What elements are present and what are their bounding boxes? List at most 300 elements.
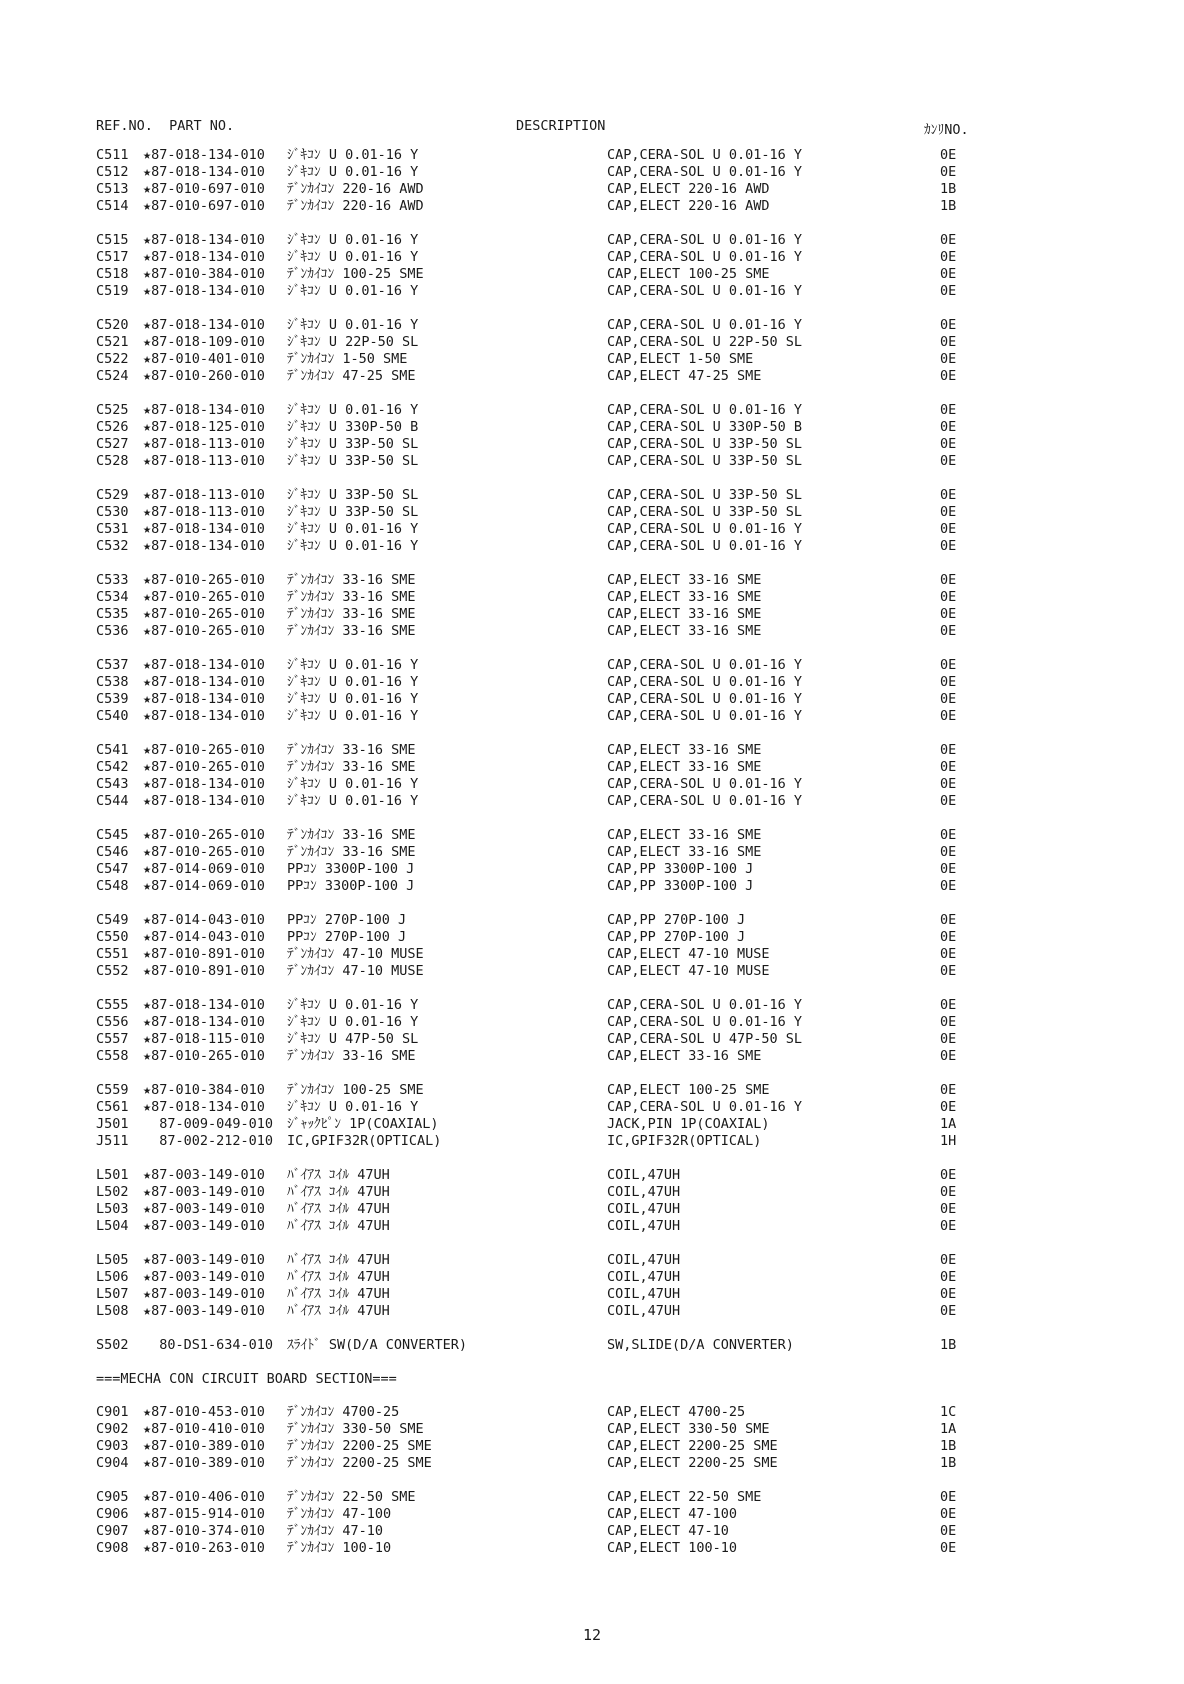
page-number: 12 bbox=[582, 1626, 602, 1644]
table-row bbox=[0, 164, 1184, 181]
japanese-name-cell: ﾃﾞﾝｶｲｺﾝ 33-16 SME bbox=[287, 1048, 416, 1064]
description-cell: CAP,ELECT 33-16 SME bbox=[607, 827, 762, 843]
part-number-cell: ★87-010-410-010 bbox=[143, 1421, 265, 1437]
ref-cell: C558 bbox=[96, 1048, 129, 1064]
ref-cell: C551 bbox=[96, 946, 129, 962]
part-number-cell: ★87-003-149-010 bbox=[143, 1201, 265, 1217]
parts-table bbox=[0, 147, 1184, 1574]
ref-cell: C522 bbox=[96, 351, 129, 367]
ref-cell: L507 bbox=[96, 1286, 129, 1302]
part-number-cell: ★87-018-113-010 bbox=[143, 436, 265, 452]
description-cell: CAP,CERA-SOL U 0.01-16 Y bbox=[607, 691, 803, 707]
table-row bbox=[0, 181, 1184, 198]
description-cell: CAP,ELECT 22-50 SME bbox=[607, 1489, 762, 1505]
code-cell: 0E bbox=[940, 419, 957, 435]
part-number-cell: 87-009-049-010 bbox=[143, 1116, 274, 1132]
table-row bbox=[0, 368, 1184, 385]
ref-cell: C901 bbox=[96, 1404, 129, 1420]
table-row bbox=[0, 1455, 1184, 1472]
ref-cell: C549 bbox=[96, 912, 129, 928]
part-number-cell: ★87-018-134-010 bbox=[143, 232, 265, 248]
code-cell: 0E bbox=[940, 946, 957, 962]
japanese-name-cell: ﾊﾞｲｱｽ ｺｲﾙ 47UH bbox=[287, 1269, 390, 1285]
part-number-cell: ★87-010-389-010 bbox=[143, 1455, 265, 1471]
japanese-name-cell: ﾃﾞﾝｶｲｺﾝ 33-16 SME bbox=[287, 827, 416, 843]
header-description: DESCRIPTION bbox=[516, 118, 606, 134]
description-cell: CAP,ELECT 100-25 SME bbox=[607, 1082, 770, 1098]
japanese-name-cell: ﾃﾞﾝｶｲｺﾝ 4700-25 bbox=[287, 1404, 400, 1420]
code-cell: 0E bbox=[940, 538, 957, 554]
description-cell: CAP,CERA-SOL U 0.01-16 Y bbox=[607, 232, 803, 248]
part-number-cell: ★87-003-149-010 bbox=[143, 1269, 265, 1285]
part-number-cell: 87-002-212-010 bbox=[143, 1133, 274, 1149]
part-number-cell: ★87-018-134-010 bbox=[143, 521, 265, 537]
code-cell: 1B bbox=[940, 1337, 957, 1353]
japanese-name-cell: ﾃﾞﾝｶｲｺﾝ 100-25 SME bbox=[287, 266, 424, 282]
part-number-cell: ★87-010-374-010 bbox=[143, 1523, 265, 1539]
code-cell: 0E bbox=[940, 997, 957, 1013]
description-cell: CAP,ELECT 33-16 SME bbox=[607, 606, 762, 622]
description-cell: CAP,PP 270P-100 J bbox=[607, 929, 746, 945]
table-row bbox=[0, 572, 1184, 589]
part-number-cell: ★87-014-043-010 bbox=[143, 912, 265, 928]
ref-cell: C537 bbox=[96, 657, 129, 673]
ref-cell: C518 bbox=[96, 266, 129, 282]
table-row bbox=[0, 1082, 1184, 1099]
row-group bbox=[0, 232, 1184, 300]
row-group bbox=[0, 912, 1184, 980]
ref-cell: J501 bbox=[96, 1116, 129, 1132]
ref-cell: C536 bbox=[96, 623, 129, 639]
code-cell: 0E bbox=[940, 878, 957, 894]
description-cell: CAP,CERA-SOL U 0.01-16 Y bbox=[607, 776, 803, 792]
part-number-cell: ★87-003-149-010 bbox=[143, 1252, 265, 1268]
ref-cell: C903 bbox=[96, 1438, 129, 1454]
japanese-name-cell: ｼﾞｷｺﾝ U 330P-50 B bbox=[287, 419, 419, 435]
part-number-cell: ★87-010-260-010 bbox=[143, 368, 265, 384]
code-cell: 0E bbox=[940, 793, 957, 809]
description-cell: CAP,CERA-SOL U 0.01-16 Y bbox=[607, 164, 803, 180]
code-cell: 0E bbox=[940, 759, 957, 775]
part-number-cell: ★87-015-914-010 bbox=[143, 1506, 265, 1522]
row-group bbox=[0, 1167, 1184, 1235]
part-number-cell: ★87-010-891-010 bbox=[143, 963, 265, 979]
part-number-cell: ★87-010-697-010 bbox=[143, 198, 265, 214]
part-number-cell: ★87-018-134-010 bbox=[143, 283, 265, 299]
row-group bbox=[0, 657, 1184, 725]
description-cell: COIL,47UH bbox=[607, 1269, 681, 1285]
japanese-name-cell: ｼﾞｷｺﾝ U 0.01-16 Y bbox=[287, 317, 419, 333]
ref-cell: C546 bbox=[96, 844, 129, 860]
part-number-cell: ★87-003-149-010 bbox=[143, 1167, 265, 1183]
code-cell: 0E bbox=[940, 623, 957, 639]
table-row bbox=[0, 538, 1184, 555]
japanese-name-cell: ﾃﾞﾝｶｲｺﾝ 33-16 SME bbox=[287, 589, 416, 605]
japanese-name-cell: ｼﾞｷｺﾝ U 47P-50 SL bbox=[287, 1031, 419, 1047]
ref-cell: C548 bbox=[96, 878, 129, 894]
description-cell: CAP,ELECT 47-10 MUSE bbox=[607, 946, 770, 962]
part-number-cell: ★87-018-113-010 bbox=[143, 453, 265, 469]
part-number-cell: ★87-010-265-010 bbox=[143, 742, 265, 758]
japanese-name-cell: ﾊﾞｲｱｽ ｺｲﾙ 47UH bbox=[287, 1252, 390, 1268]
description-cell: CAP,PP 3300P-100 J bbox=[607, 878, 754, 894]
description-cell: SW,SLIDE(D/A CONVERTER) bbox=[607, 1337, 794, 1353]
part-number-cell: ★87-018-113-010 bbox=[143, 487, 265, 503]
description-cell: COIL,47UH bbox=[607, 1286, 681, 1302]
part-number-cell: ★87-010-265-010 bbox=[143, 844, 265, 860]
description-cell: CAP,CERA-SOL U 0.01-16 Y bbox=[607, 249, 803, 265]
part-number-cell: ★87-010-265-010 bbox=[143, 589, 265, 605]
table-row bbox=[0, 521, 1184, 538]
ref-cell: C512 bbox=[96, 164, 129, 180]
description-cell: CAP,ELECT 220-16 AWD bbox=[607, 198, 770, 214]
ref-cell: C530 bbox=[96, 504, 129, 520]
table-row bbox=[0, 1116, 1184, 1133]
part-number-cell: ★87-018-134-010 bbox=[143, 249, 265, 265]
ref-cell: L505 bbox=[96, 1252, 129, 1268]
code-cell: 0E bbox=[940, 674, 957, 690]
ref-cell: C533 bbox=[96, 572, 129, 588]
table-row bbox=[0, 1286, 1184, 1303]
japanese-name-cell: ｼﾞｷｺﾝ U 0.01-16 Y bbox=[287, 776, 419, 792]
ref-cell: C520 bbox=[96, 317, 129, 333]
japanese-name-cell: PPｺﾝ 270P-100 J bbox=[287, 929, 407, 945]
table-row bbox=[0, 147, 1184, 164]
description-cell: CAP,ELECT 33-16 SME bbox=[607, 1048, 762, 1064]
part-number-cell: ★87-018-134-010 bbox=[143, 776, 265, 792]
table-row bbox=[0, 249, 1184, 266]
code-cell: 0E bbox=[940, 742, 957, 758]
code-cell: 1B bbox=[940, 1438, 957, 1454]
japanese-name-cell: ﾃﾞﾝｶｲｺﾝ 2200-25 SME bbox=[287, 1438, 432, 1454]
ref-cell: C540 bbox=[96, 708, 129, 724]
table-row bbox=[0, 827, 1184, 844]
ref-cell: C527 bbox=[96, 436, 129, 452]
part-number-cell: ★87-010-401-010 bbox=[143, 351, 265, 367]
ref-cell: L502 bbox=[96, 1184, 129, 1200]
section-title-text: ===MECHA CON CIRCUIT BOARD SECTION=== bbox=[96, 1371, 397, 1387]
japanese-name-cell: ﾃﾞﾝｶｲｺﾝ 47-100 bbox=[287, 1506, 392, 1522]
table-row bbox=[0, 266, 1184, 283]
japanese-name-cell: IC,GPIF32R(OPTICAL) bbox=[287, 1133, 442, 1149]
description-cell: COIL,47UH bbox=[607, 1303, 681, 1319]
code-cell: 0E bbox=[940, 1269, 957, 1285]
description-cell: CAP,ELECT 47-10 bbox=[607, 1523, 729, 1539]
section-title bbox=[0, 1371, 1184, 1388]
part-number-cell: ★87-010-265-010 bbox=[143, 759, 265, 775]
ref-cell: C545 bbox=[96, 827, 129, 843]
ref-cell: C557 bbox=[96, 1031, 129, 1047]
part-number-cell: ★87-010-384-010 bbox=[143, 266, 265, 282]
description-cell: COIL,47UH bbox=[607, 1167, 681, 1183]
part-number-cell: ★87-010-265-010 bbox=[143, 606, 265, 622]
japanese-name-cell: ｽﾗｲﾄﾞ SW(D/A CONVERTER) bbox=[287, 1337, 468, 1353]
part-number-cell: ★87-014-043-010 bbox=[143, 929, 265, 945]
table-row bbox=[0, 1303, 1184, 1320]
code-cell: 0E bbox=[940, 351, 957, 367]
table-row bbox=[0, 929, 1184, 946]
part-number-cell: ★87-003-149-010 bbox=[143, 1303, 265, 1319]
row-group bbox=[0, 1252, 1184, 1320]
ref-cell: C521 bbox=[96, 334, 129, 350]
table-row bbox=[0, 1438, 1184, 1455]
japanese-name-cell: ｼﾞｷｺﾝ U 22P-50 SL bbox=[287, 334, 419, 350]
table-row bbox=[0, 436, 1184, 453]
part-number-cell: ★87-010-265-010 bbox=[143, 572, 265, 588]
table-row bbox=[0, 963, 1184, 980]
code-cell: 0E bbox=[940, 1014, 957, 1030]
description-cell: CAP,CERA-SOL U 0.01-16 Y bbox=[607, 793, 803, 809]
description-cell: CAP,ELECT 100-10 bbox=[607, 1540, 738, 1556]
table-row bbox=[0, 1048, 1184, 1065]
code-cell: 0E bbox=[940, 1218, 957, 1234]
row-group bbox=[0, 487, 1184, 555]
table-row bbox=[0, 1099, 1184, 1116]
code-cell: 0E bbox=[940, 1252, 957, 1268]
ref-cell: C539 bbox=[96, 691, 129, 707]
part-number-cell: ★87-018-134-010 bbox=[143, 1014, 265, 1030]
ref-cell: C544 bbox=[96, 793, 129, 809]
description-cell: CAP,CERA-SOL U 33P-50 SL bbox=[607, 504, 803, 520]
description-cell: CAP,CERA-SOL U 33P-50 SL bbox=[607, 436, 803, 452]
code-cell: 0E bbox=[940, 1540, 957, 1556]
part-number-cell: ★87-010-384-010 bbox=[143, 1082, 265, 1098]
ref-cell: C907 bbox=[96, 1523, 129, 1539]
table-row bbox=[0, 759, 1184, 776]
table-row bbox=[0, 674, 1184, 691]
part-number-cell: ★87-010-265-010 bbox=[143, 827, 265, 843]
description-cell: CAP,CERA-SOL U 0.01-16 Y bbox=[607, 538, 803, 554]
description-cell: CAP,ELECT 33-16 SME bbox=[607, 589, 762, 605]
ref-cell: C526 bbox=[96, 419, 129, 435]
code-cell: 0E bbox=[940, 521, 957, 537]
code-cell: 1A bbox=[940, 1421, 957, 1437]
ref-cell: C904 bbox=[96, 1455, 129, 1471]
table-row bbox=[0, 844, 1184, 861]
code-cell: 0E bbox=[940, 708, 957, 724]
table-row bbox=[0, 657, 1184, 674]
ref-cell: S502 bbox=[96, 1337, 129, 1353]
description-cell: CAP,ELECT 47-25 SME bbox=[607, 368, 762, 384]
japanese-name-cell: PPｺﾝ 3300P-100 J bbox=[287, 878, 415, 894]
description-cell: CAP,CERA-SOL U 0.01-16 Y bbox=[607, 708, 803, 724]
japanese-name-cell: ﾃﾞﾝｶｲｺﾝ 47-10 bbox=[287, 1523, 384, 1539]
ref-cell: L504 bbox=[96, 1218, 129, 1234]
code-cell: 0E bbox=[940, 147, 957, 163]
description-cell: CAP,CERA-SOL U 33P-50 SL bbox=[607, 487, 803, 503]
ref-cell: C531 bbox=[96, 521, 129, 537]
code-cell: 0E bbox=[940, 657, 957, 673]
code-cell: 0E bbox=[940, 1489, 957, 1505]
table-row bbox=[0, 946, 1184, 963]
japanese-name-cell: ﾃﾞﾝｶｲｺﾝ 33-16 SME bbox=[287, 606, 416, 622]
japanese-name-cell: ﾊﾞｲｱｽ ｺｲﾙ 47UH bbox=[287, 1201, 390, 1217]
code-cell: 0E bbox=[940, 283, 957, 299]
header-ref-part: REF.NO. PART NO. bbox=[96, 118, 235, 134]
ref-cell: C555 bbox=[96, 997, 129, 1013]
row-group bbox=[0, 1489, 1184, 1557]
japanese-name-cell: ｼﾞｷｺﾝ U 0.01-16 Y bbox=[287, 674, 419, 690]
code-cell: 0E bbox=[940, 1303, 957, 1319]
code-cell: 0E bbox=[940, 912, 957, 928]
description-cell: CAP,CERA-SOL U 330P-50 B bbox=[607, 419, 803, 435]
part-number-cell: ★87-014-069-010 bbox=[143, 861, 265, 877]
japanese-name-cell: ﾃﾞﾝｶｲｺﾝ 220-16 AWD bbox=[287, 198, 424, 214]
ref-cell: C908 bbox=[96, 1540, 129, 1556]
japanese-name-cell: ｼﾞｷｺﾝ U 0.01-16 Y bbox=[287, 147, 419, 163]
table-row bbox=[0, 334, 1184, 351]
ref-cell: C547 bbox=[96, 861, 129, 877]
japanese-name-cell: ｼﾞｷｺﾝ U 0.01-16 Y bbox=[287, 708, 419, 724]
table-row bbox=[0, 861, 1184, 878]
code-cell: 0E bbox=[940, 827, 957, 843]
code-cell: 0E bbox=[940, 1523, 957, 1539]
description-cell: CAP,ELECT 33-16 SME bbox=[607, 742, 762, 758]
description-cell: CAP,ELECT 330-50 SME bbox=[607, 1421, 770, 1437]
part-number-cell: ★87-010-265-010 bbox=[143, 623, 265, 639]
code-cell: 1H bbox=[940, 1133, 957, 1149]
table-row bbox=[0, 1184, 1184, 1201]
japanese-name-cell: PPｺﾝ 270P-100 J bbox=[287, 912, 407, 928]
table-row bbox=[0, 623, 1184, 640]
japanese-name-cell: ﾃﾞﾝｶｲｺﾝ 47-10 MUSE bbox=[287, 946, 424, 962]
part-number-cell: ★87-018-134-010 bbox=[143, 147, 265, 163]
ref-cell: C550 bbox=[96, 929, 129, 945]
table-row bbox=[0, 1269, 1184, 1286]
table-row bbox=[0, 1540, 1184, 1557]
code-cell: 0E bbox=[940, 368, 957, 384]
part-number-cell: ★87-003-149-010 bbox=[143, 1286, 265, 1302]
code-cell: 0E bbox=[940, 861, 957, 877]
code-cell: 1C bbox=[940, 1404, 957, 1420]
japanese-name-cell: ｼﾞｷｺﾝ U 0.01-16 Y bbox=[287, 521, 419, 537]
description-cell: CAP,CERA-SOL U 33P-50 SL bbox=[607, 453, 803, 469]
table-row bbox=[0, 997, 1184, 1014]
part-number-cell: ★87-018-134-010 bbox=[143, 691, 265, 707]
description-cell: CAP,ELECT 33-16 SME bbox=[607, 572, 762, 588]
ref-cell: C519 bbox=[96, 283, 129, 299]
ref-cell: C515 bbox=[96, 232, 129, 248]
code-cell: 0E bbox=[940, 776, 957, 792]
table-row bbox=[0, 1133, 1184, 1150]
table-row bbox=[0, 691, 1184, 708]
part-number-cell: ★87-018-134-010 bbox=[143, 538, 265, 554]
part-number-cell: ★87-018-109-010 bbox=[143, 334, 265, 350]
table-row bbox=[0, 232, 1184, 249]
code-cell: 0E bbox=[940, 249, 957, 265]
code-cell: 0E bbox=[940, 1048, 957, 1064]
japanese-name-cell: ｼﾞｷｺﾝ U 0.01-16 Y bbox=[287, 249, 419, 265]
ref-cell: C543 bbox=[96, 776, 129, 792]
japanese-name-cell: PPｺﾝ 3300P-100 J bbox=[287, 861, 415, 877]
part-number-cell: ★87-018-134-010 bbox=[143, 997, 265, 1013]
japanese-name-cell: ﾃﾞﾝｶｲｺﾝ 220-16 AWD bbox=[287, 181, 424, 197]
row-group bbox=[0, 572, 1184, 640]
row-group bbox=[0, 402, 1184, 470]
description-cell: CAP,ELECT 1-50 SME bbox=[607, 351, 754, 367]
table-row bbox=[0, 1404, 1184, 1421]
japanese-name-cell: ﾃﾞﾝｶｲｺﾝ 330-50 SME bbox=[287, 1421, 424, 1437]
description-cell: CAP,ELECT 47-100 bbox=[607, 1506, 738, 1522]
code-cell: 0E bbox=[940, 317, 957, 333]
code-cell: 0E bbox=[940, 589, 957, 605]
table-row bbox=[0, 1421, 1184, 1438]
table-row bbox=[0, 1014, 1184, 1031]
ref-cell: C524 bbox=[96, 368, 129, 384]
japanese-name-cell: ﾊﾞｲｱｽ ｺｲﾙ 47UH bbox=[287, 1303, 390, 1319]
japanese-name-cell: ﾃﾞﾝｶｲｺﾝ 33-16 SME bbox=[287, 742, 416, 758]
code-cell: 0E bbox=[940, 334, 957, 350]
ref-cell: C552 bbox=[96, 963, 129, 979]
description-cell: CAP,ELECT 4700-25 bbox=[607, 1404, 746, 1420]
description-cell: IC,GPIF32R(OPTICAL) bbox=[607, 1133, 762, 1149]
ref-cell: C561 bbox=[96, 1099, 129, 1115]
japanese-name-cell: ﾊﾞｲｱｽ ｺｲﾙ 47UH bbox=[287, 1184, 390, 1200]
description-cell: CAP,CERA-SOL U 0.01-16 Y bbox=[607, 1014, 803, 1030]
japanese-name-cell: ｼﾞｷｺﾝ U 0.01-16 Y bbox=[287, 164, 419, 180]
code-cell: 0E bbox=[940, 487, 957, 503]
ref-cell: C559 bbox=[96, 1082, 129, 1098]
description-cell: COIL,47UH bbox=[607, 1218, 681, 1234]
part-number-cell: ★87-018-125-010 bbox=[143, 419, 265, 435]
japanese-name-cell: ｼﾞｷｺﾝ U 0.01-16 Y bbox=[287, 1099, 419, 1115]
japanese-name-cell: ﾃﾞﾝｶｲｺﾝ 47-10 MUSE bbox=[287, 963, 424, 979]
japanese-name-cell: ｼﾞｷｺﾝ U 0.01-16 Y bbox=[287, 657, 419, 673]
ref-cell: C535 bbox=[96, 606, 129, 622]
code-cell: 0E bbox=[940, 266, 957, 282]
ref-cell: J511 bbox=[96, 1133, 129, 1149]
table-row bbox=[0, 504, 1184, 521]
code-cell: 0E bbox=[940, 232, 957, 248]
ref-cell: C556 bbox=[96, 1014, 129, 1030]
ref-cell: L508 bbox=[96, 1303, 129, 1319]
code-cell: 0E bbox=[940, 929, 957, 945]
code-cell: 0E bbox=[940, 402, 957, 418]
description-cell: CAP,CERA-SOL U 47P-50 SL bbox=[607, 1031, 803, 1047]
description-cell: CAP,ELECT 2200-25 SME bbox=[607, 1438, 778, 1454]
japanese-name-cell: ﾊﾞｲｱｽ ｺｲﾙ 47UH bbox=[287, 1167, 390, 1183]
code-cell: 0E bbox=[940, 1201, 957, 1217]
japanese-name-cell: ﾃﾞﾝｶｲｺﾝ 100-10 bbox=[287, 1540, 392, 1556]
description-cell: CAP,CERA-SOL U 0.01-16 Y bbox=[607, 402, 803, 418]
code-cell: 0E bbox=[940, 1082, 957, 1098]
japanese-name-cell: ﾃﾞﾝｶｲｺﾝ 33-16 SME bbox=[287, 759, 416, 775]
code-cell: 0E bbox=[940, 691, 957, 707]
japanese-name-cell: ｼﾞｷｺﾝ U 0.01-16 Y bbox=[287, 538, 419, 554]
description-cell: CAP,CERA-SOL U 0.01-16 Y bbox=[607, 997, 803, 1013]
part-number-cell: ★87-003-149-010 bbox=[143, 1218, 265, 1234]
code-cell: 0E bbox=[940, 1099, 957, 1115]
table-row bbox=[0, 317, 1184, 334]
code-cell: 0E bbox=[940, 453, 957, 469]
part-number-cell: ★87-018-134-010 bbox=[143, 793, 265, 809]
japanese-name-cell: ｼﾞｷｺﾝ U 0.01-16 Y bbox=[287, 283, 419, 299]
japanese-name-cell: ﾃﾞﾝｶｲｺﾝ 33-16 SME bbox=[287, 623, 416, 639]
table-row bbox=[0, 589, 1184, 606]
description-cell: COIL,47UH bbox=[607, 1201, 681, 1217]
japanese-name-cell: ｼﾞｷｺﾝ U 33P-50 SL bbox=[287, 436, 419, 452]
japanese-name-cell: ﾃﾞﾝｶｲｺﾝ 100-25 SME bbox=[287, 1082, 424, 1098]
ref-cell: C542 bbox=[96, 759, 129, 775]
table-row bbox=[0, 453, 1184, 470]
code-cell: 0E bbox=[940, 436, 957, 452]
japanese-name-cell: ﾃﾞﾝｶｲｺﾝ 22-50 SME bbox=[287, 1489, 416, 1505]
code-cell: 1B bbox=[940, 181, 957, 197]
header-code: ｶﾝﾘNO. bbox=[924, 122, 969, 138]
row-group bbox=[0, 1082, 1184, 1150]
table-row bbox=[0, 419, 1184, 436]
row-group bbox=[0, 742, 1184, 810]
